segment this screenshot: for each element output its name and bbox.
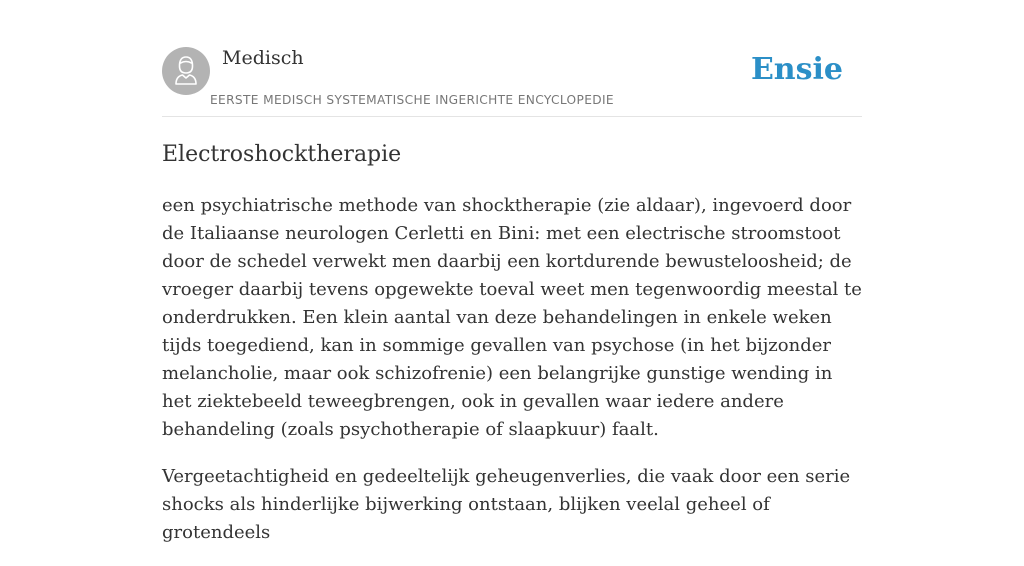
brand-logo[interactable]: Ensie xyxy=(750,52,843,87)
source-name[interactable]: Medisch xyxy=(222,47,304,69)
article-paragraph: Vergeetachtigheid en gedeeltelijk geheugenverlies, die vaak door een serie shocks als hinderlijke bijwerking ontstaan, blijken veelal geheel of grotendeels xyxy=(162,466,851,543)
avatar[interactable] xyxy=(162,47,210,95)
source-header xyxy=(162,46,862,117)
user-icon xyxy=(162,47,210,95)
article-body xyxy=(162,192,862,566)
article-paragraph: een psychiatrische methode van shocktherapie (zie aldaar), ingevoerd door de Italiaanse neurologen Cerletti en Bini: met een electrische stroomstoot door de schedel verwekt men daarbij een kortdurende bewusteloosheid; de vroeger daarbij tevens opgewekte toeval weet men tegenwoordig meestal te onderdrukken. Een klein aantal van deze behandelingen in enkele weken tijds toegediend, kan in sommige gevallen van psychose (in het bijzonder melancholie, maar ook schizofrenie) een belangrijke gunstige wending in het ziektebeeld teweegbrengen, ook in gevallen waar iedere andere behandeling (zoals psychotherapie of slaapkuur) faalt. xyxy=(162,195,862,440)
article-title: Electroshocktherapie xyxy=(162,142,402,167)
source-subtitle: EERSTE MEDISCH SYSTEMATISCHE INGERICHTE ENCYCLOPEDIE xyxy=(210,93,614,107)
